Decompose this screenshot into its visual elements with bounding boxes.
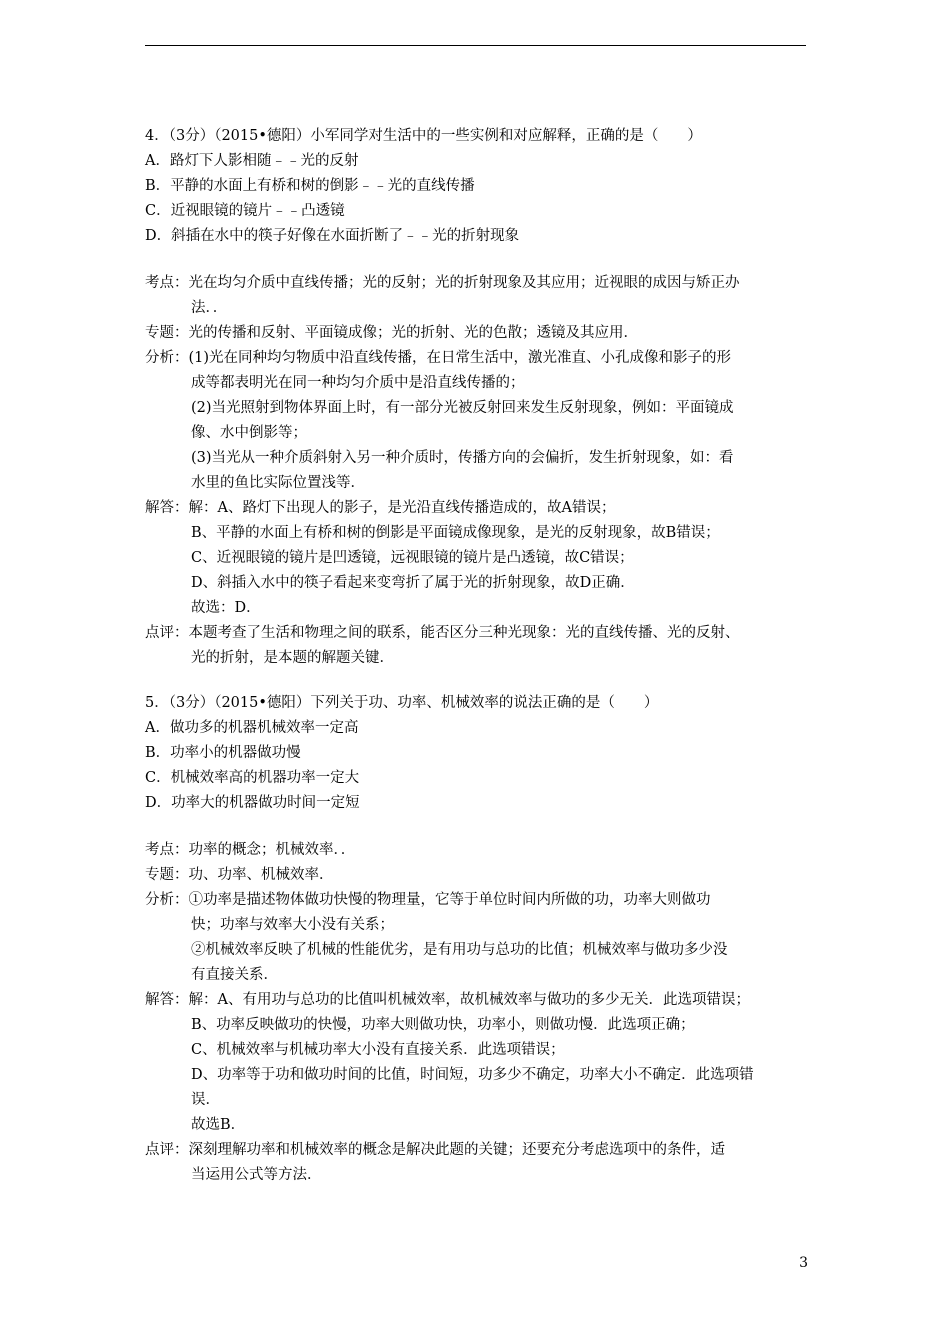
kaodian-line: 法．． <box>191 300 228 316</box>
jieda-section <box>145 988 809 1138</box>
fenxi-line: (3)当光从一种介质斜射入另一种介质时，传播方向的会偏折，发生折射现象，如：看 <box>191 450 734 466</box>
fenxi-section <box>145 888 809 988</box>
fenxi-line: (2)当光照射到物体界面上时，有一部分光被反射回来发生反射现象，例如：平面镜成 <box>191 400 734 416</box>
fenxi-section <box>145 346 809 496</box>
jieda-line: 故选：D． <box>191 600 261 616</box>
dianping-section <box>145 621 809 671</box>
option-b: B．平静的水面上有桥和树的倒影﹣﹣光的直线传播 <box>145 178 475 194</box>
fenxi-line: 成等都表明光在同一种均匀介质中是沿直线传播的； <box>191 375 525 391</box>
question-stem: 4．（3分）（2015•德阳）小军同学对生活中的一些实例和对应解释，正确的是（ ） <box>145 128 702 144</box>
jieda-line: B、平静的水面上有桥和树的倒影是平面镜成像现象，是光的反射现象，故B错误； <box>191 525 720 541</box>
fenxi-line: 水里的鱼比实际位置浅等． <box>191 475 365 491</box>
jieda-line: C、机械效率与机械功率大小没有直接关系．此选项错误； <box>191 1042 565 1058</box>
zhuanti-line: 专题：光的传播和反射、平面镜成像；光的折射、光的色散；透镜及其应用． <box>145 325 638 341</box>
option-a: A．路灯下人影相随﹣﹣光的反射 <box>145 153 359 169</box>
fenxi-line: ②机械效率反映了机械的性能优劣，是有用功与总功的比值；机械效率与做功多少没 <box>191 942 728 958</box>
fenxi-line: 有直接关系． <box>191 967 278 983</box>
dianping-line: 点评：深刻理解功率和机械效率的概念是解决此题的关键；还要充分考虑选项中的条件，适 <box>145 1142 725 1158</box>
option-c: C．机械效率高的机器功率一定大 <box>145 770 360 786</box>
jieda-line: C、近视眼镜的镜片是凹透镜，远视眼镜的镜片是凸透镜，故C错误； <box>191 550 634 566</box>
zhuanti-section <box>145 863 809 888</box>
kaodian-section <box>145 838 809 863</box>
spacer <box>145 671 809 691</box>
page-number: 3 <box>799 1255 808 1271</box>
dianping-line: 光的折射，是本题的解题关键． <box>191 650 394 666</box>
dianping-line: 点评：本题考查了生活和物理之间的联系，能否区分三种光现象：光的直线传播、光的反射、 <box>145 625 740 641</box>
question-stem: 5．（3分）（2015•德阳）下列关于功、功率、机械效率的说法正确的是（ ） <box>145 695 659 711</box>
question-5 <box>145 691 809 1188</box>
jieda-line: D、功率等于功和做功时间的比值，时间短，功多少不确定，功率大小不确定．此选项错 <box>191 1067 754 1083</box>
option-a: A．做功多的机器机械效率一定高 <box>145 720 359 736</box>
fenxi-line: 分析：①功率是描述物体做功快慢的物理量，它等于单位时间内所做的功，功率大则做功 <box>145 892 711 908</box>
fenxi-line: 像、水中倒影等； <box>191 425 307 441</box>
option-b: B．功率小的机器做功慢 <box>145 745 301 761</box>
kaodian-section <box>145 271 809 321</box>
kaodian-line: 考点：光在均匀介质中直线传播；光的反射；光的折射现象及其应用；近视眼的成因与矫正办 <box>145 275 740 291</box>
jieda-line: 误． <box>191 1092 220 1108</box>
document-body <box>145 124 809 1188</box>
dianping-line: 当运用公式等方法． <box>191 1167 322 1183</box>
jieda-line: 故选B． <box>191 1117 246 1133</box>
option-c: C．近视眼镜的镜片﹣﹣凸透镜 <box>145 203 345 219</box>
question-4 <box>145 124 809 671</box>
spacer <box>145 249 809 271</box>
dianping-section <box>145 1138 809 1188</box>
fenxi-line: 快；功率与效率大小没有关系； <box>191 917 394 933</box>
header-rule <box>145 45 806 46</box>
jieda-line: 解答：解：A、路灯下出现人的影子，是光沿直线传播造成的，故A错误； <box>145 500 616 516</box>
fenxi-line: 分析：(1)光在同种均匀物质中沿直线传播，在日常生活中，激光准直、小孔成像和影子的形 <box>145 350 732 366</box>
jieda-line: 解答：解：A、有用功与总功的比值叫机械效率，故机械效率与做功的多少无关．此选项错误； <box>145 992 750 1008</box>
spacer <box>145 816 809 838</box>
zhuanti-section <box>145 321 809 346</box>
kaodian-line: 考点：功率的概念；机械效率．． <box>145 842 356 858</box>
option-d: D．功率大的机器做功时间一定短 <box>145 795 360 811</box>
jieda-line: D、斜插入水中的筷子看起来变弯折了属于光的折射现象，故D正确． <box>191 575 635 591</box>
option-d: D．斜插在水中的筷子好像在水面折断了﹣﹣光的折射现象 <box>145 228 520 244</box>
zhuanti-line: 专题：功、功率、机械效率． <box>145 867 334 883</box>
jieda-line: B、功率反映做功的快慢，功率大则做功快，功率小，则做功慢．此选项正确； <box>191 1017 695 1033</box>
jieda-section <box>145 496 809 621</box>
